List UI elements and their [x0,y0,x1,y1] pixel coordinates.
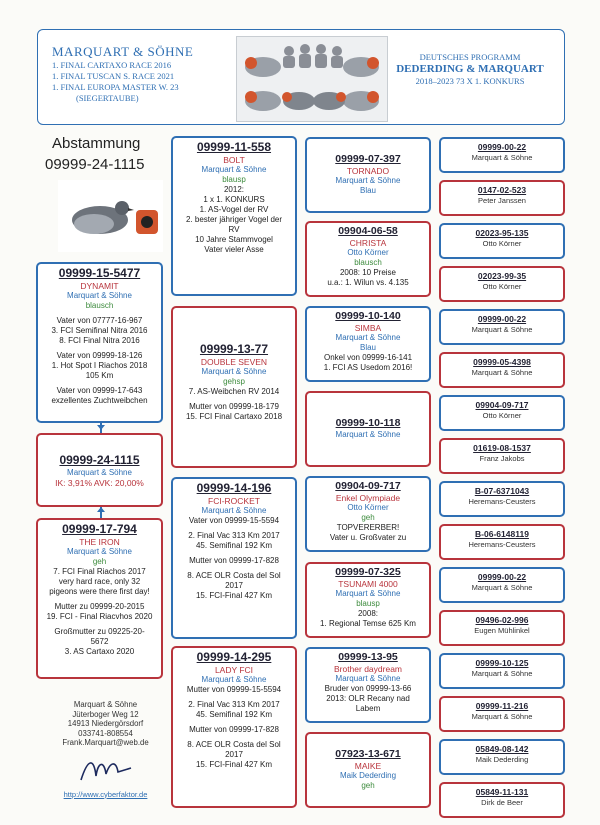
pigeon-name: CHRISTA [349,238,387,248]
contact-line: 033741-808554 [78,728,133,738]
ring-number: B-06-6148119 [475,529,529,539]
owner: Heremans-Ceusters [468,497,536,506]
pedigree-title: Abstammung [52,135,141,152]
info-line: 2. Final Vac 313 Km 2017 [188,700,280,709]
loft-name: MARQUART & SÖHNE [52,44,194,59]
info-line: 2008: 10 Preise [339,268,397,277]
ring-number: 09999-17-794 [62,522,137,536]
ring-number: 09999-14-196 [196,481,272,495]
info-line: 1. Hot Spot I Riachos 2018 [51,361,148,370]
ring-number: 09999-10-125 [475,658,529,668]
owner: Marquart & Söhne [471,368,533,377]
owner: Marquart & Söhne [67,468,132,477]
owner: Marquart & Söhne [335,430,401,439]
ancestor-leaf-11[interactable] [439,567,565,603]
info-line: 7. AS-Weibchen RV 2014 [188,387,280,396]
ring-number: 09999-13-77 [199,342,269,356]
grandparent-card-4[interactable] [171,646,297,808]
ancestor-leaf-15[interactable] [439,739,565,775]
info-line: Bruder von 09999-13-66 [324,684,412,693]
owner: Marquart & Söhne [201,367,267,376]
feather-color: blausch [85,301,114,310]
achievement-line: 1. FINAL CARTAXO RACE 2016 [52,60,172,70]
info-line: 2017 [225,581,243,590]
owner: Maik Dederding [475,755,529,764]
info-line: Mutter von 09999-15-5594 [186,685,282,694]
feather-color: Blau [359,186,376,195]
ancestor-leaf-12[interactable] [439,610,565,646]
signature-icon [76,750,136,790]
pigeon-name: MAIKE [354,761,382,771]
connector-arrow [97,507,105,512]
pigeon-name: BOLT [223,155,245,165]
ring-number: 09999-11-216 [475,701,529,711]
ring-number: 09904-09-717 [475,400,529,410]
pigeon-name: DOUBLE SEVEN [200,357,268,367]
info-line: 10 Jahre Stammvogel [195,235,273,244]
info-line: 7. FCI Final Riachos 2017 [53,567,146,576]
owner: Franz Jakobs [479,454,525,463]
ancestor-leaf-7[interactable] [439,395,565,431]
header-banner [37,29,565,125]
info-line: 2013: OLR Recany nad [326,694,410,703]
info-line: RV [228,225,240,234]
info-line: 19. FCI - Final Riacvhos 2020 [46,612,153,621]
owner: Marquart & Söhne [471,325,533,334]
ring-number: 09999-07-325 [335,566,401,578]
ring-number: 02023-95-135 [475,228,529,238]
feather-color: blausp [356,599,380,608]
info-line: 45. Semifinal 192 Km [195,541,273,550]
ancestor-leaf-2[interactable] [439,180,565,216]
info-line: 15. FCI-Final 427 Km [195,760,273,769]
info-line: 1 x 1. KONKURS [203,195,265,204]
info-line: Onkel von 09999-16-141 [323,353,413,362]
pigeon-name: Enkel Olympiade [335,493,401,503]
ring-number: 02023-99-35 [477,271,527,281]
info-line: Vater von 09999-15-5594 [188,516,280,525]
ancestor-leaf-4[interactable] [439,266,565,302]
owner: Otto Körner [482,282,522,291]
ancestor-leaf-14[interactable] [439,696,565,732]
ancestor-leaf-3[interactable] [439,223,565,259]
info-line: Mutter zu 09999-20-2015 [54,602,145,611]
pigeon-name: TSUNAMI 4000 [338,579,398,589]
ancestor-leaf-10[interactable] [439,524,565,560]
info-line: 1. AS-Vogel der RV [199,205,269,214]
info-line: 2012: [223,185,245,194]
feather-color: gehsp [223,377,245,386]
contact-block [48,700,163,799]
grandparent-card-2[interactable] [171,306,297,468]
ring-number: 09999-00-22 [477,572,527,582]
contact-line: Marquart & Söhne [73,700,138,709]
info-line: 2. Final Vac 313 Km 2017 [188,531,280,540]
owner: Otto Körner [482,239,522,248]
info-line: Mutter von 09999-17-828 [189,725,279,734]
owner: Marquart & Söhne [335,589,401,598]
pigeon-name: FCI-ROCKET [208,496,260,506]
ring-number: 01619-08-1537 [473,443,531,453]
ring-number: 09496-02-996 [475,615,529,625]
info-line: Vater von 09999-18-126 [56,351,143,360]
ancestor-leaf-8[interactable] [439,438,565,474]
info-line: 15. FCI Final Cartaxo 2018 [185,412,283,421]
info-line: pigeons were there first day! [49,587,150,596]
info-line: Labem [355,704,381,713]
ring-number: 09999-00-22 [477,142,527,152]
info-line: 5672 [90,637,109,646]
info-line: Vater vieler Asse [204,245,264,254]
owner: Dirk de Beer [481,798,523,807]
owner: Marquart & Söhne [335,176,401,185]
owner: Marquart & Söhne [67,547,132,556]
ancestor-leaf-16[interactable] [439,782,565,818]
owner: Marquart & Söhne [471,669,533,678]
owner: Otto Körner [347,248,389,257]
info-line: exzellentes Zuchtweibchen [51,396,148,405]
info-line: 1. FCI AS Usedom 2016! [323,363,413,372]
pigeon-name: Brother daydream [333,664,403,674]
inbreeding-coefficient: IK: 3,91% AVK: 20,00% [55,478,144,488]
ring-number: 05849-11-131 [475,787,529,797]
owner: Marquart & Söhne [335,333,401,342]
feather-color: blausch [354,258,382,267]
team-photo [236,36,388,122]
header-left [52,44,193,104]
program-label: DEUTSCHES PROGRAMM [419,52,521,62]
feather-color: blausp [222,175,246,184]
info-line: 8. ACE OLR Costa del Sol [187,571,281,580]
owner: Marquart & Söhne [471,153,533,162]
great-grandparent-card-7[interactable] [305,647,431,723]
owner: Marquart & Söhne [201,506,267,515]
info-line: 8. ACE OLR Costa del Sol [187,740,281,749]
ring-number: 09999-14-295 [196,650,272,664]
great-grandparent-card-2[interactable] [305,221,431,297]
ring-number: 09999-10-118 [335,417,401,429]
ring-number: 09999-13-95 [338,651,398,663]
info-line: 45. Semifinal 192 Km [195,710,273,719]
info-line: Mutter von 09999-18-179 [189,402,279,411]
pigeon-name: DYNAMIT [80,281,119,291]
owner: Marquart & Söhne [201,165,267,174]
info-line: 105 Km [85,371,114,380]
achievement-line: 1. FINAL EUROPA MASTER W. 23 [52,82,179,92]
owner: Eugen Mühlinkel [474,626,530,635]
info-line: 8. FCI Final Nitra 2016 [59,336,140,345]
ring-number: 09999-07-397 [335,153,401,165]
ring-number: 09999-24-1115 [59,453,140,467]
ring-number: 0147-02-523 [477,185,527,195]
subject-card[interactable] [36,433,163,507]
contact-line: 14913 Niedergörsdorf [67,719,144,728]
info-line: very hard race, only 32 [58,577,141,586]
pedigree-ring: 09999-24-1115 [45,156,145,173]
ancestor-leaf-1[interactable] [439,137,565,173]
feather-color: Blau [359,343,376,352]
ring-number: 05849-08-142 [475,744,529,754]
info-line: Vater u. Großvater zu [329,533,407,542]
ring-number: 09999-00-22 [477,314,527,324]
pigeon-name: LADY FCI [214,665,254,675]
ring-number: 07923-13-671 [335,748,401,760]
grandparent-card-3[interactable] [171,477,297,639]
owner: Marquart & Söhne [67,291,132,300]
owner: Marquart & Söhne [201,675,267,684]
info-line: Vater von 07777-16-967 [56,316,143,325]
feather-color: geh [92,557,107,566]
owner: Heremans-Ceusters [468,540,536,549]
ring-number: 09904-06-58 [338,225,398,237]
ancestor-leaf-5[interactable] [439,309,565,345]
owner: Maik Dederding [339,771,397,780]
owner: Otto Körner [347,503,389,512]
great-grandparent-card-8[interactable] [305,732,431,808]
ring-number: 09999-10-140 [335,310,401,322]
feather-color: geh [361,781,375,790]
ring-number: 09999-05-4398 [473,357,531,367]
ring-number: 09999-15-5477 [58,266,141,280]
great-grandparent-card-1[interactable] [305,137,431,213]
website-link[interactable]: http://www.cyberfaktor.de [63,789,148,799]
info-line: Mutter von 09999-17-828 [189,556,279,565]
info-line: 3. AS Cartaxo 2020 [64,647,135,656]
ancestor-leaf-13[interactable] [439,653,565,689]
info-line: 2. bester jähriger Vogel der [185,215,283,224]
pigeon-name: SIMBA [354,323,382,333]
pigeon-name: THE IRON [79,537,120,547]
achievement-line: (SIEGERTAUBE) [76,93,139,103]
info-line: 2017 [225,750,243,759]
program-result: 2018–2023 73 X 1. KONKURS [415,76,525,86]
info-line: u.a.: 1. Wilun vs. 4.135 [327,278,409,287]
info-line: Großmutter zu 09225-20- [54,627,145,636]
ancestor-leaf-9[interactable] [439,481,565,517]
contact-line: Jüterboger Weg 12 [72,709,139,719]
great-grandparent-card-3[interactable] [305,306,431,382]
ring-number: 09904-09-717 [335,480,401,492]
owner: Otto Körner [482,411,522,420]
owner: Marquart & Söhne [335,674,401,683]
ancestor-leaf-6[interactable] [439,352,565,388]
contact-email[interactable]: Frank.Marquart@web.de [62,738,149,747]
great-grandparent-card-5[interactable] [305,476,431,552]
sire-card[interactable] [36,262,163,423]
info-line: 2008: [357,609,379,618]
header-right [390,52,550,87]
program-name: DEDERDING & MARQUART [396,63,544,75]
grandparent-card-1[interactable] [171,136,297,296]
owner: Marquart & Söhne [471,583,533,592]
great-grandparent-card-4[interactable] [305,391,431,467]
info-line: 15. FCI-Final 427 Km [195,591,273,600]
info-line: 3. FCI Semifinal Nitra 2016 [51,326,148,335]
dam-card[interactable] [36,518,163,679]
pigeon-photo-card [58,180,163,252]
achievement-line: 1. FINAL TUSCAN S. RACE 2021 [52,71,175,81]
feather-color: geh [361,513,375,522]
info-line: TOPVERERBER! [336,523,400,532]
owner: Peter Janssen [478,196,526,205]
great-grandparent-card-6[interactable] [305,562,431,638]
ring-number: B-07-6371043 [474,486,530,496]
ring-number: 09999-11-558 [196,140,272,154]
pigeon-name: TORNADO [346,166,390,176]
info-line: Vater von 09999-17-643 [56,386,143,395]
info-line: 1. Regional Temse 625 Km [320,619,416,628]
connector-arrow [97,425,105,430]
owner: Marquart & Söhne [471,712,533,721]
